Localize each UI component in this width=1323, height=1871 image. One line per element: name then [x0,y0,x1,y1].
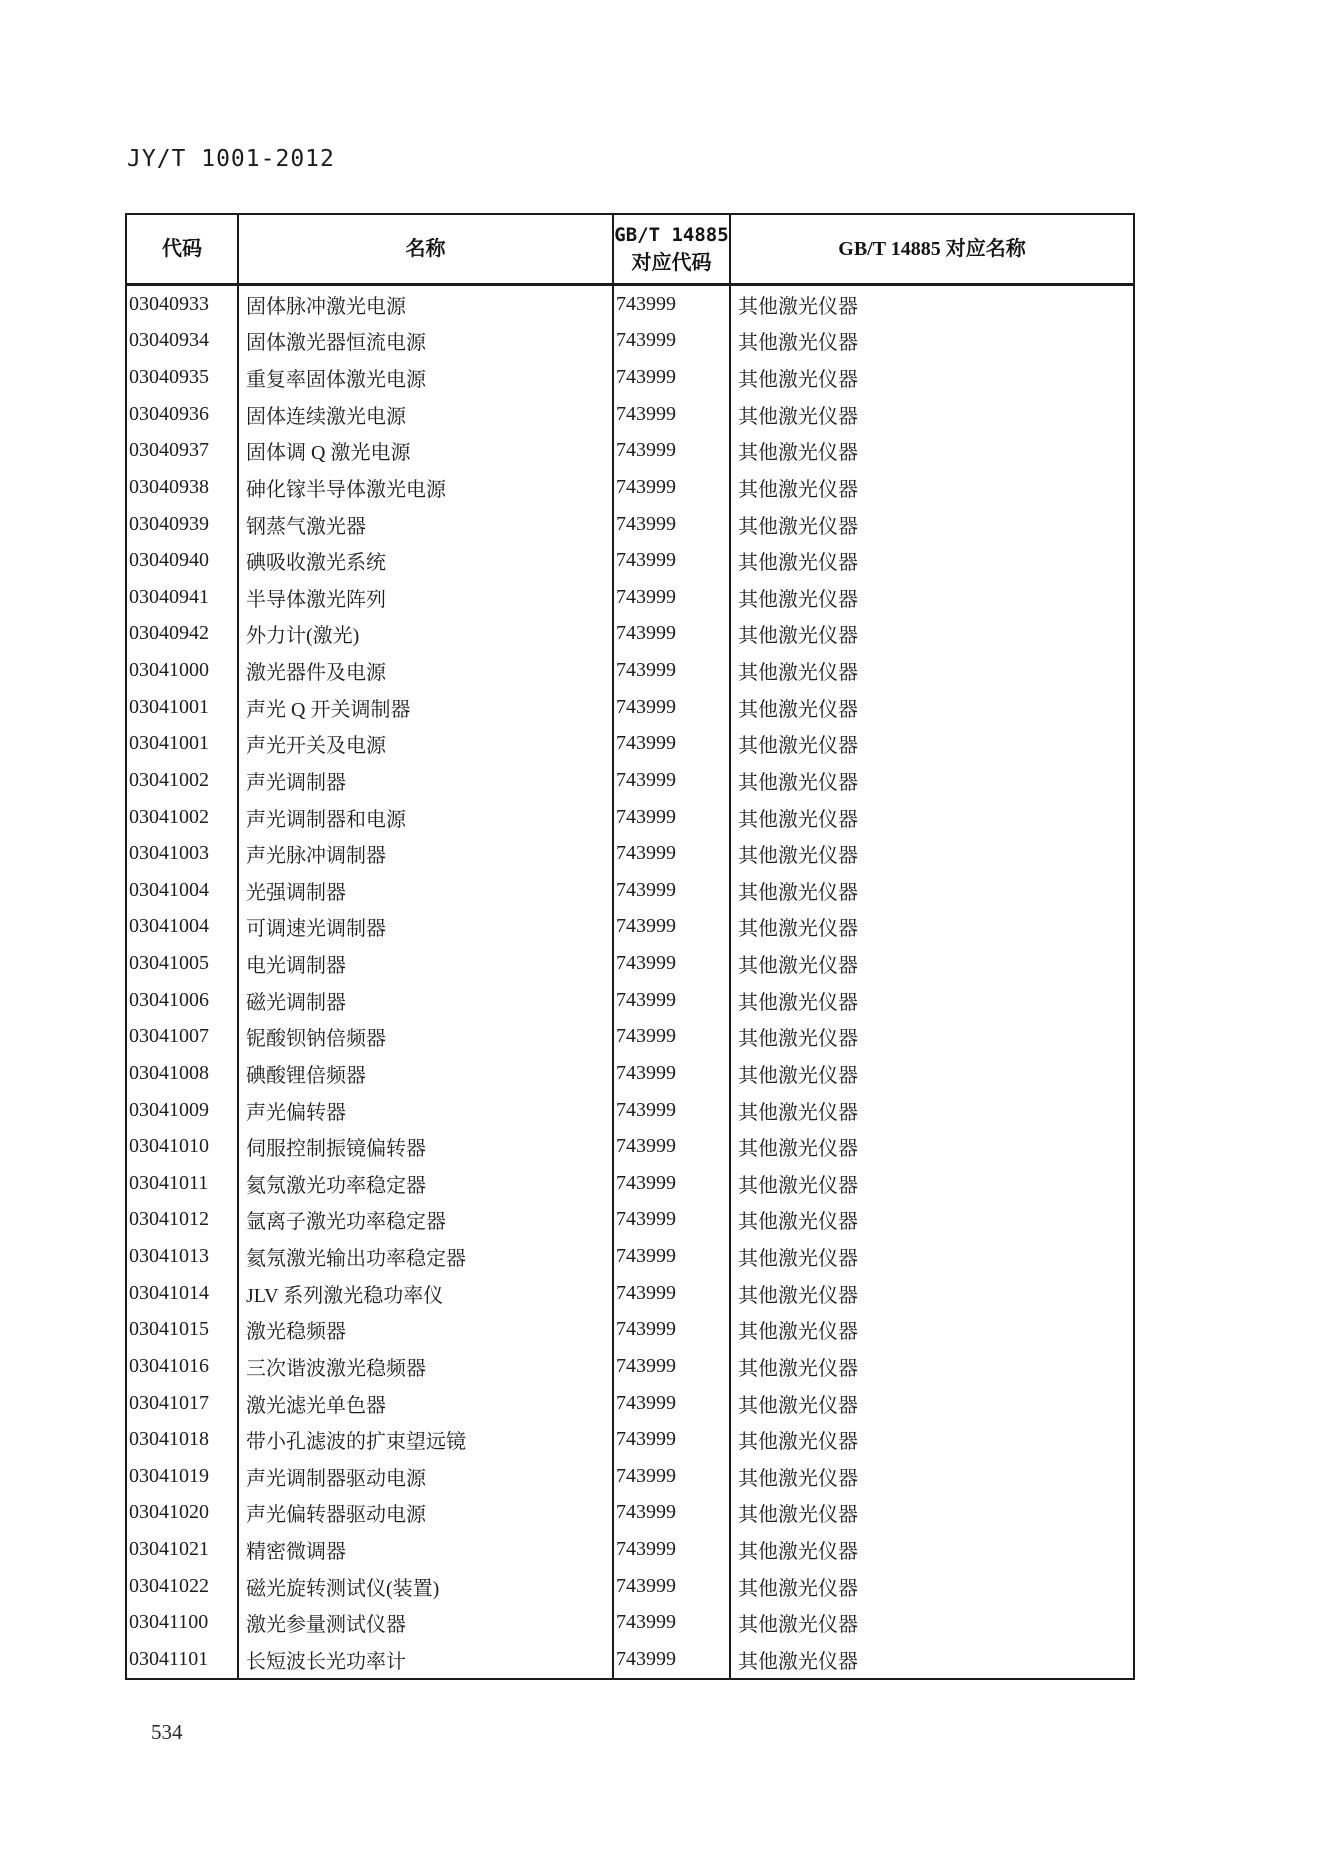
cell-gbt-name: 其他激光仪器 [738,1394,858,1417]
table-row [127,1458,1133,1495]
cell-code: 03040936 [127,396,239,433]
cell-name: 激光参量测试仪器 [239,1605,614,1642]
cell-name: 固体连续激光电源 [239,396,614,433]
cell-name: 声光脉冲调制器 [239,835,614,872]
cell-code: 03040937 [127,433,239,470]
cell-code: 03040935 [127,359,239,396]
cell-code: 03041015 [127,1312,239,1349]
cell-code: 03041100 [127,1605,239,1642]
cell-code: 03041001 [127,726,239,763]
cell-gbt-code: 743999 [614,835,731,872]
cell-name: 三次谐波激光稳频器 [239,1348,614,1385]
cell-gbt-name: 其他激光仪器 [738,1028,858,1051]
cell-gbt-code: 743999 [614,396,731,433]
cell-gbt-name: 其他激光仪器 [738,625,858,648]
cell-code: 03041001 [127,689,239,726]
cell-code: 03040934 [127,323,239,360]
table-row [127,909,1133,946]
table-row [127,1568,1133,1605]
cell-gbt-name: 其他激光仪器 [738,1174,858,1197]
cell-gbt-name: 其他激光仪器 [738,1504,858,1527]
cell-gbt-code: 743999 [614,762,731,799]
cell-gbt-code: 743999 [614,542,731,579]
table-row [127,542,1133,579]
cell-gbt-name: 其他激光仪器 [738,332,858,355]
page-number: 534 [151,1720,183,1744]
cell-gbt-code: 743999 [614,945,731,982]
cell-gbt-code: 743999 [614,616,731,653]
cell-gbt-code: 743999 [614,1238,731,1275]
cell-name: 氩离子激光功率稳定器 [239,1202,614,1239]
table-row [127,396,1133,433]
cell-code: 03041003 [127,835,239,872]
cell-gbt-name: 其他激光仪器 [738,552,858,575]
cell-code: 03041012 [127,1202,239,1239]
cell-code: 03041019 [127,1458,239,1495]
cell-name: 可调速光调制器 [239,909,614,946]
cell-code: 03041022 [127,1568,239,1605]
cell-gbt-name: 其他激光仪器 [738,369,858,392]
cell-gbt-name: 其他激光仪器 [738,991,858,1014]
cell-gbt-name: 其他激光仪器 [738,1431,858,1454]
cell-name: 重复率固体激光电源 [239,359,614,396]
cell-gbt-code: 743999 [614,1275,731,1312]
table-row [127,652,1133,689]
cell-name: 激光滤光单色器 [239,1385,614,1422]
header-gbt-code-line1: GB/T 14885 [614,224,729,246]
cell-name: 钢蒸气激光器 [239,506,614,543]
table-row [127,835,1133,872]
cell-gbt-code: 743999 [614,1092,731,1129]
cell-code: 03041013 [127,1238,239,1275]
cell-name: 固体调 Q 激光电源 [239,433,614,470]
cell-gbt-code: 743999 [614,872,731,909]
table-row [127,359,1133,396]
table-row [127,1275,1133,1312]
cell-gbt-name: 其他激光仪器 [738,515,858,538]
cell-gbt-code: 743999 [614,1531,731,1568]
cell-gbt-code: 743999 [614,1019,731,1056]
cell-name: 长短波长光功率计 [239,1641,614,1678]
cell-gbt-name: 其他激光仪器 [738,845,858,868]
table-row [127,1495,1133,1532]
table-row [127,469,1133,506]
cell-gbt-code: 743999 [614,1385,731,1422]
cell-gbt-name: 其他激光仪器 [738,662,858,685]
cell-gbt-code: 743999 [614,1312,731,1349]
cell-code: 03041009 [127,1092,239,1129]
cell-gbt-code: 743999 [614,909,731,946]
cell-name: 磁光旋转测试仪(装置) [239,1568,614,1605]
cell-gbt-code: 743999 [614,652,731,689]
cell-gbt-code: 743999 [614,689,731,726]
cell-gbt-name: 其他激光仪器 [738,1064,858,1087]
cell-code: 03041004 [127,872,239,909]
cell-code: 03041006 [127,982,239,1019]
table-row [127,1019,1133,1056]
table-row [127,1202,1133,1239]
cell-gbt-code: 743999 [614,506,731,543]
table-row [127,1605,1133,1642]
cell-gbt-name: 其他激光仪器 [738,1650,858,1673]
cell-gbt-name: 其他激光仪器 [738,1284,858,1307]
cell-gbt-code: 743999 [614,982,731,1019]
header-gbt-code-line2: 对应代码 [631,252,712,274]
cell-name: 声光 Q 开关调制器 [239,689,614,726]
cell-gbt-name: 其他激光仪器 [738,698,858,721]
cell-name: 磁光调制器 [239,982,614,1019]
cell-gbt-name: 其他激光仪器 [738,1248,858,1271]
cell-gbt-name: 其他激光仪器 [738,881,858,904]
cell-gbt-code: 743999 [614,1202,731,1239]
cell-name: 声光开关及电源 [239,726,614,763]
cell-gbt-code: 743999 [614,726,731,763]
cell-name: 固体激光器恒流电源 [239,323,614,360]
cell-code: 03040940 [127,542,239,579]
cell-name: 激光器件及电源 [239,652,614,689]
cell-gbt-name: 其他激光仪器 [738,1541,858,1564]
cell-name: 外力计(激光) [239,616,614,653]
cell-code: 03041017 [127,1385,239,1422]
cell-name: 碘吸收激光系统 [239,542,614,579]
cell-name: 电光调制器 [239,945,614,982]
table-row [127,689,1133,726]
cell-code: 03041002 [127,799,239,836]
cell-name: 氦氖激光功率稳定器 [239,1165,614,1202]
cell-gbt-name: 其他激光仪器 [738,588,858,611]
table-row [127,433,1133,470]
cell-gbt-name: 其他激光仪器 [738,1211,858,1234]
cell-gbt-code: 743999 [614,1495,731,1532]
cell-gbt-code: 743999 [614,1421,731,1458]
table-row [127,1641,1133,1678]
cell-gbt-name: 其他激光仪器 [738,478,858,501]
cell-code: 03041018 [127,1421,239,1458]
cell-code: 03040941 [127,579,239,616]
cell-code: 03041021 [127,1531,239,1568]
table-row [127,1128,1133,1165]
cell-code: 03041000 [127,652,239,689]
cell-name: 铌酸钡钠倍频器 [239,1019,614,1056]
cell-name: 半导体激光阵列 [239,579,614,616]
table-body [127,286,1133,1678]
table-header-row [127,215,1133,286]
cell-name: 带小孔滤波的扩束望远镜 [239,1421,614,1458]
standard-number: JY/T 1001-2012 [127,146,335,172]
cell-code: 03041014 [127,1275,239,1312]
cell-gbt-code: 743999 [614,359,731,396]
cell-gbt-name: 其他激光仪器 [738,808,858,831]
table-row [127,762,1133,799]
table-row [127,1092,1133,1129]
cell-name: 固体脉冲激光电源 [239,286,614,323]
cell-code: 03040938 [127,469,239,506]
table-row [127,506,1133,543]
cell-name: 激光稳频器 [239,1312,614,1349]
cell-code: 03041005 [127,945,239,982]
cell-gbt-code: 743999 [614,433,731,470]
cell-gbt-name: 其他激光仪器 [738,1467,858,1490]
cell-name: 光强调制器 [239,872,614,909]
table-row [127,1348,1133,1385]
cell-code: 03041007 [127,1019,239,1056]
cell-code: 03041004 [127,909,239,946]
header-gbt-name: GB/T 14885 对应名称 [838,238,1026,260]
cell-name: 声光调制器和电源 [239,799,614,836]
table-row [127,945,1133,982]
cell-name: 砷化镓半导体激光电源 [239,469,614,506]
cell-gbt-name: 其他激光仪器 [738,771,858,794]
table-row [127,1385,1133,1422]
cell-gbt-code: 743999 [614,1641,731,1678]
cell-name: 声光偏转器驱动电源 [239,1495,614,1532]
cell-gbt-code: 743999 [614,323,731,360]
table-row [127,1055,1133,1092]
cell-gbt-name: 其他激光仪器 [738,918,858,941]
table-row [127,579,1133,616]
cell-code: 03041020 [127,1495,239,1532]
cell-gbt-code: 743999 [614,799,731,836]
cell-gbt-name: 其他激光仪器 [738,1357,858,1380]
cell-gbt-code: 743999 [614,1165,731,1202]
header-name: 名称 [239,215,614,283]
cell-gbt-name: 其他激光仪器 [738,442,858,465]
cell-gbt-name: 其他激光仪器 [738,1577,858,1600]
cell-code: 03041002 [127,762,239,799]
cell-gbt-code: 743999 [614,1055,731,1092]
cell-code: 03041010 [127,1128,239,1165]
cell-gbt-name: 其他激光仪器 [738,295,858,318]
table-row [127,323,1133,360]
table-row [127,799,1133,836]
cell-gbt-name: 其他激光仪器 [738,735,858,758]
cell-name: 声光偏转器 [239,1092,614,1129]
table-row [127,872,1133,909]
cell-gbt-code: 743999 [614,286,731,323]
cell-name: 精密微调器 [239,1531,614,1568]
cell-gbt-code: 743999 [614,1348,731,1385]
cell-gbt-name: 其他激光仪器 [738,955,858,978]
cell-gbt-name: 其他激光仪器 [738,1614,858,1637]
cell-code: 03040939 [127,506,239,543]
cell-code: 03041101 [127,1641,239,1678]
code-mapping-table [125,213,1135,1680]
cell-gbt-name: 其他激光仪器 [738,1321,858,1344]
table-row [127,1312,1133,1349]
table-row [127,616,1133,653]
table-row [127,1531,1133,1568]
cell-code: 03040942 [127,616,239,653]
cell-gbt-code: 743999 [614,1458,731,1495]
cell-name: JLV 系列激光稳功率仪 [239,1275,614,1312]
header-code: 代码 [127,215,239,283]
cell-name: 氦氖激光输出功率稳定器 [239,1238,614,1275]
cell-gbt-code: 743999 [614,1128,731,1165]
cell-code: 03040933 [127,286,239,323]
table-row [127,1421,1133,1458]
header-gbt-code [614,215,731,283]
table-row [127,1238,1133,1275]
table-row [127,982,1133,1019]
cell-gbt-code: 743999 [614,1605,731,1642]
cell-code: 03041008 [127,1055,239,1092]
cell-name: 碘酸锂倍频器 [239,1055,614,1092]
cell-name: 声光调制器 [239,762,614,799]
cell-gbt-code: 743999 [614,579,731,616]
cell-gbt-name: 其他激光仪器 [738,1101,858,1124]
cell-name: 声光调制器驱动电源 [239,1458,614,1495]
cell-gbt-code: 743999 [614,1568,731,1605]
cell-gbt-name: 其他激光仪器 [738,1138,858,1161]
table-row [127,286,1133,323]
cell-gbt-code: 743999 [614,469,731,506]
table-row [127,726,1133,763]
cell-gbt-name: 其他激光仪器 [738,405,858,428]
cell-code: 03041016 [127,1348,239,1385]
cell-name: 伺服控制振镜偏转器 [239,1128,614,1165]
table-row [127,1165,1133,1202]
cell-code: 03041011 [127,1165,239,1202]
